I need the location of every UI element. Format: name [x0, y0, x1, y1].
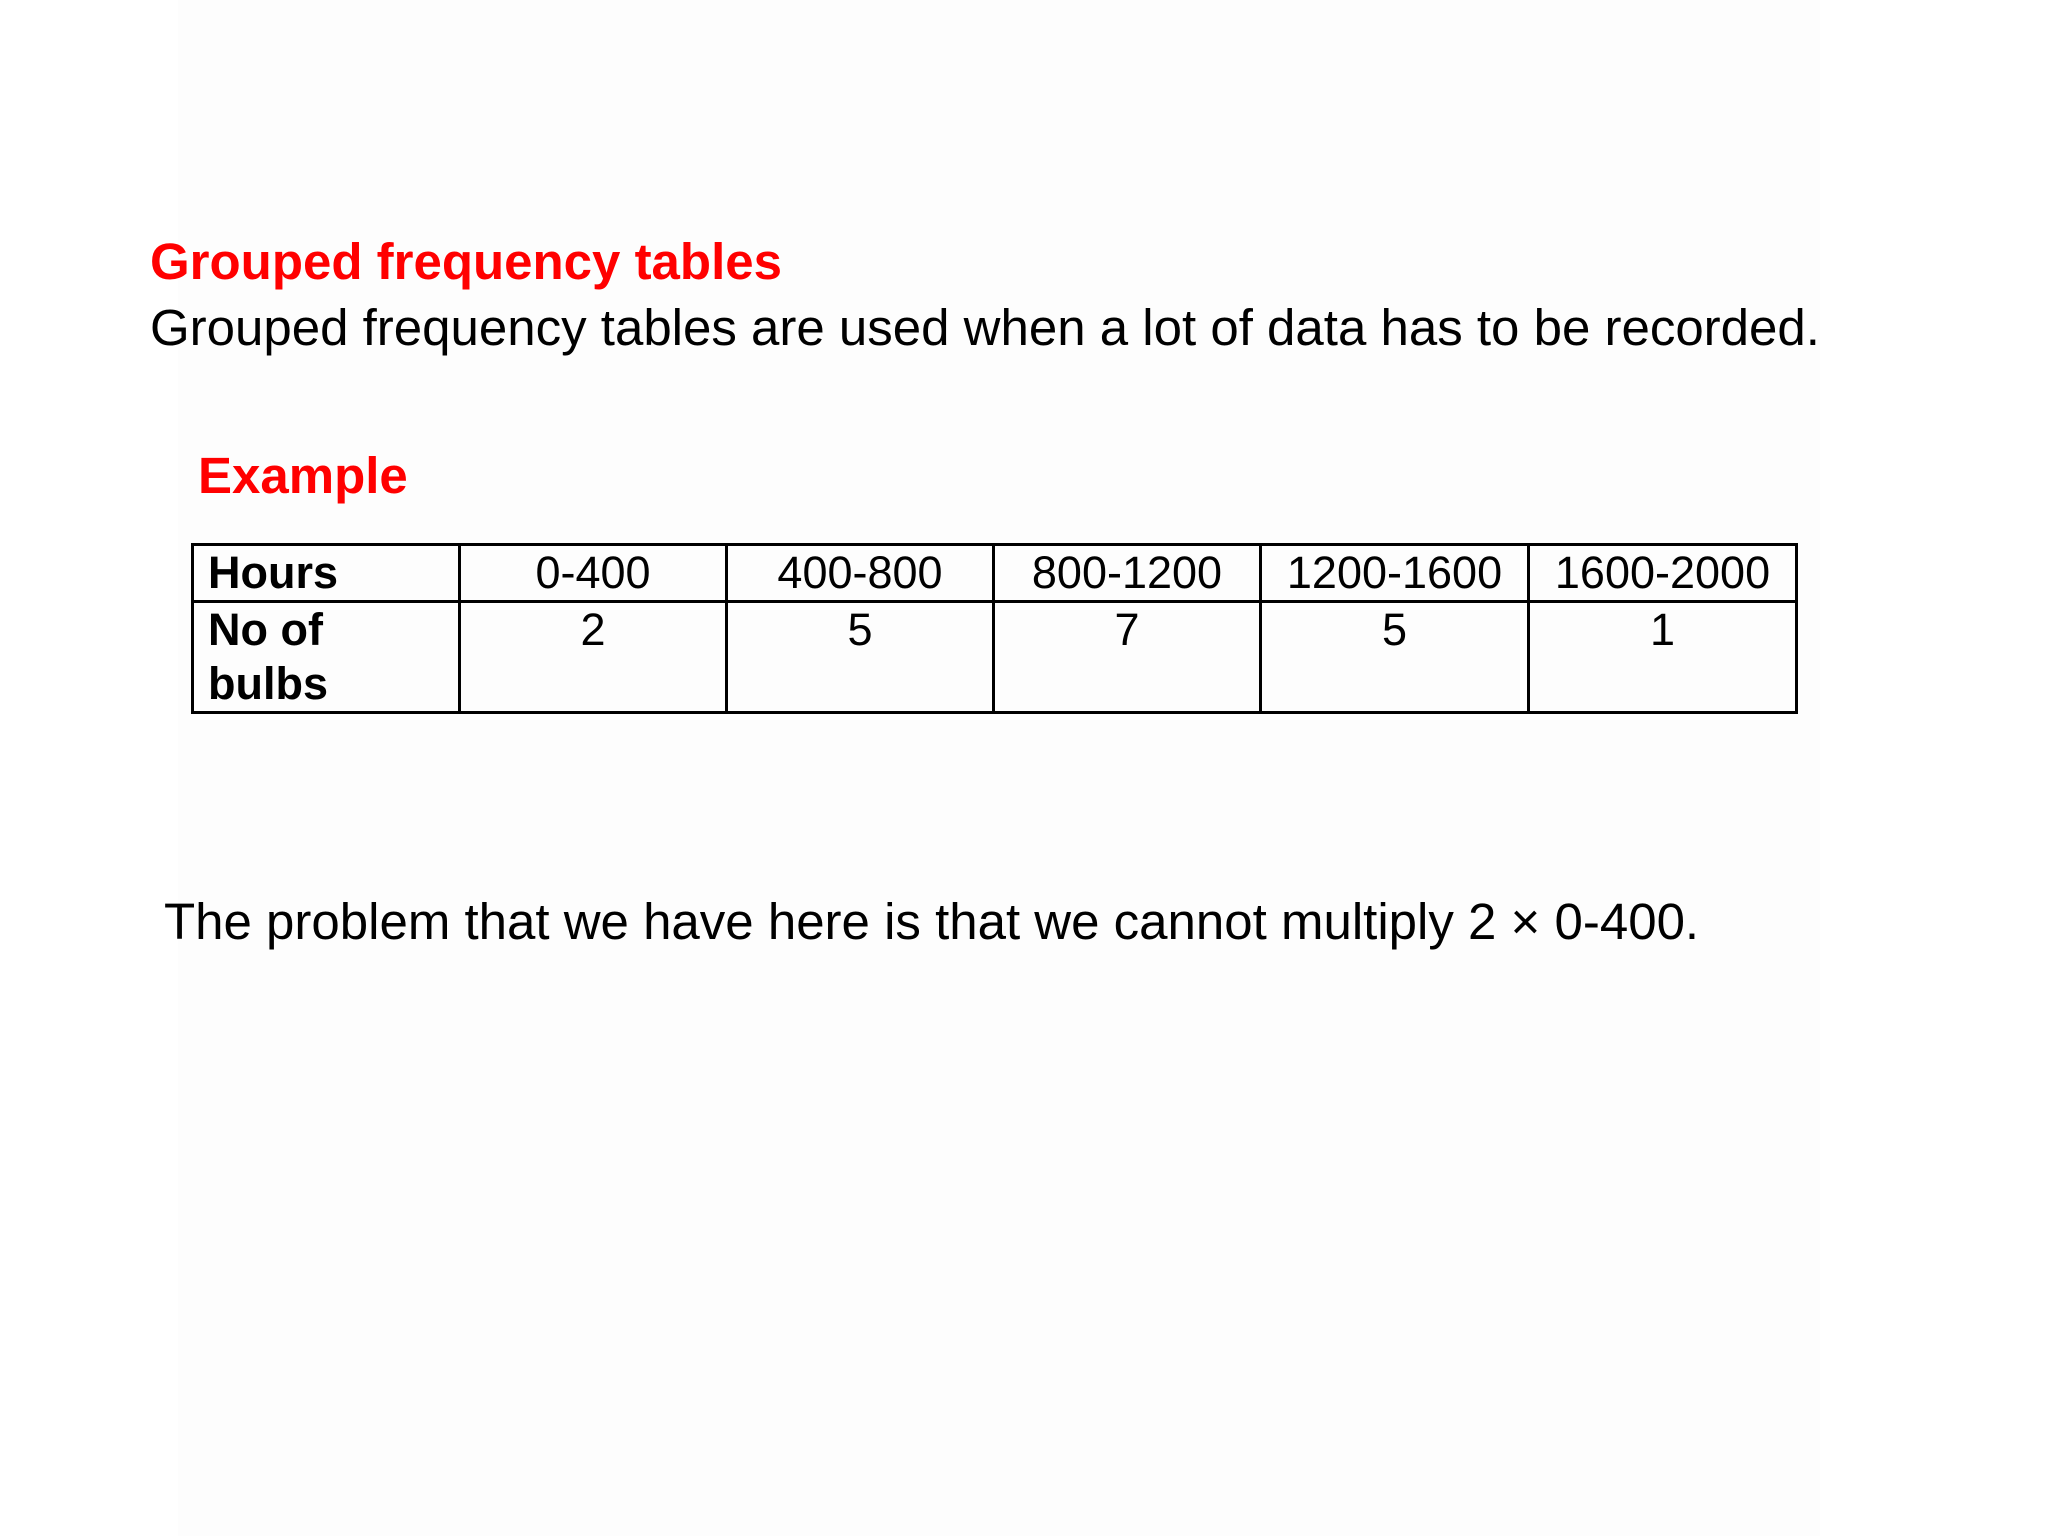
row-header-hours: Hours [193, 545, 460, 602]
frequency-table [191, 543, 1798, 714]
interval-cell: 0-400 [460, 545, 727, 602]
problem-statement: The problem that we have here is that we cannot multiply 2 × 0-400. [164, 893, 1700, 950]
hours-row [193, 545, 1797, 602]
example-heading: Example [198, 447, 408, 504]
slide-title: Grouped frequency tables [150, 233, 782, 290]
interval-cell: 1600-2000 [1529, 545, 1797, 602]
count-cell: 2 [460, 602, 727, 713]
bulbs-row [193, 602, 1797, 713]
slide-subtitle: Grouped frequency tables are used when a lot of data has to be recorded. [150, 299, 1820, 356]
row-header-bulbs: No of bulbs [193, 602, 460, 713]
interval-cell: 400-800 [727, 545, 994, 602]
count-cell: 5 [727, 602, 994, 713]
count-cell: 5 [1261, 602, 1529, 713]
count-cell: 1 [1529, 602, 1797, 713]
interval-cell: 1200-1600 [1261, 545, 1529, 602]
interval-cell: 800-1200 [994, 545, 1261, 602]
count-cell: 7 [994, 602, 1261, 713]
